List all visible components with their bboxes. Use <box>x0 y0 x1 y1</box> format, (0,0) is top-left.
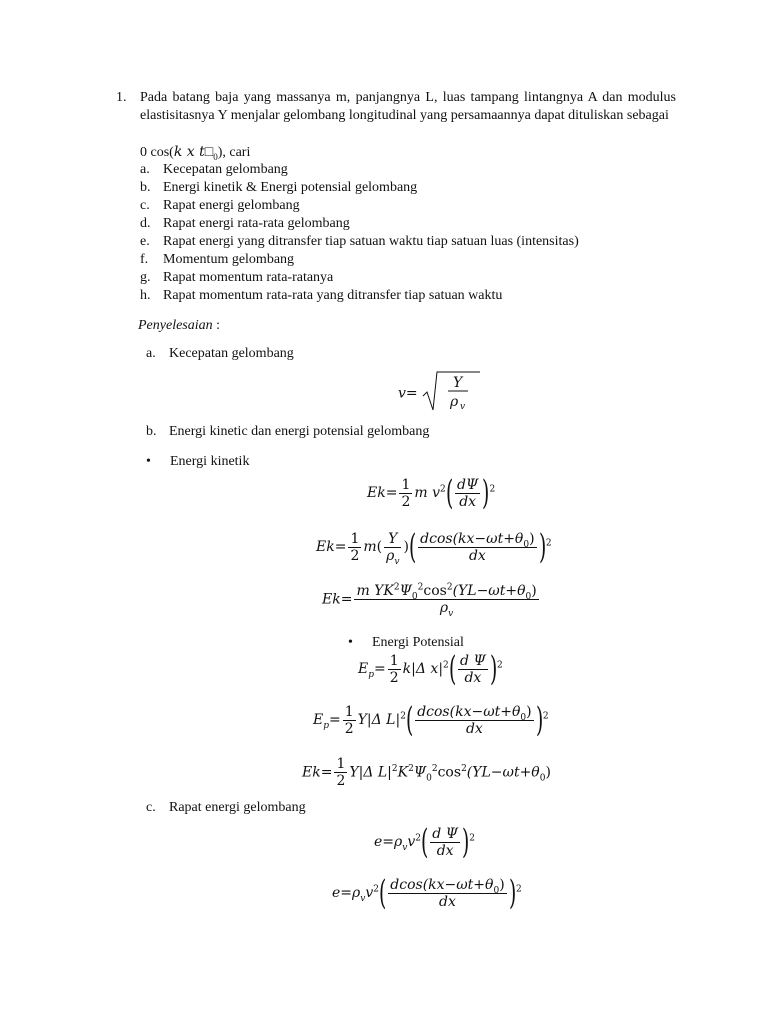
list-item: e. Rapat energi yang ditransfer tiap satuan waktu tiap satuan luas (intensitas) <box>140 234 579 249</box>
list-item: f. Momentum gelombang <box>140 252 295 267</box>
svg-text:ρ: ρ <box>450 394 459 410</box>
list-item: b. Energi kinetik & Energi potensial gelombang <box>140 180 418 195</box>
wave-eq-tail: ), cari <box>217 145 251 160</box>
sqrt-symbol <box>422 370 482 417</box>
potential-formula-3: Ek= $\frac{1}{2}$ Y|Δ $L|^2K^2\Psi_0^2\cos^2(YL-\omega t+\theta_0)$ <box>302 756 551 789</box>
list-item: d. Rapat energi rata-rata gelombang <box>140 216 350 231</box>
solution-heading: Penyelesaian : <box>138 318 221 333</box>
sqrt-radical-icon <box>422 370 482 412</box>
fraction-half: $\frac{1}{2}$ <box>401 476 411 510</box>
fraction-dpsi-dx: $\frac{\text{d Ψ}}{dx}$ <box>460 652 486 686</box>
fraction-half: $\frac{1}{2}$ <box>389 652 399 686</box>
question-items <box>140 161 579 305</box>
wave-eq-lead: 0 cos( <box>140 145 174 160</box>
wave-eq-args: k x t <box>173 144 205 160</box>
wave-eq-sub: 0 <box>213 151 218 162</box>
fraction-half: $\frac{1}{2}$ <box>336 756 346 789</box>
fraction-kinetic-expanded: $\frac{m YK^2\Psi_0^2\cos^2(YL-\omega t+\theta_0)}{\rho_v}$ <box>356 582 537 619</box>
fraction-dpsi-dx: $\frac{\text{d Ψ}}{dx}$ <box>432 825 458 859</box>
list-item: a. Kecepatan gelombang <box>140 162 288 177</box>
section-b-heading: b. Energi kinetic dan energi potensial gelombang <box>146 424 430 439</box>
velocity-formula: v= Y ρ v <box>398 370 482 417</box>
list-item: g. Rapat momentum rata-ratanya <box>140 270 334 285</box>
fraction-y-rho: $\frac{Y}{\rho_v}$ <box>386 530 400 567</box>
energy-density-formula-1: $e=\rho_vv^2$( $\frac{\text{d Ψ}}{dx}$ )$^2$ <box>374 822 475 862</box>
section-c-heading: c. Rapat energi gelombang <box>146 800 306 815</box>
energy-density-formula-2: $e=\rho_vv^2$( $\frac{dcos(kx-\omega t+\theta_0)}{dx}$ )$^2$ <box>332 873 522 913</box>
fraction-dcos-dx: $\frac{dcos(kx-\omega t+\theta_0)}{dx}$ <box>390 876 505 910</box>
svg-text:Y: Y <box>453 375 463 391</box>
wave-eq-box: □ <box>204 145 214 160</box>
bullet-icon: • <box>146 454 151 469</box>
fraction-dcos-dx: $\frac{dcos(kx-\omega t+\theta_0)}{dx}$ <box>420 530 535 564</box>
bullet-icon: • <box>348 635 353 650</box>
list-item: c. Rapat energi gelombang <box>140 198 300 213</box>
fraction-half: $\frac{1}{2}$ <box>350 530 360 564</box>
potential-formula-2: $E_p=$ $\frac{1}{2}$ Y|Δ $L|^2$( $\frac{dcos(kx-\omega t+\theta_0)}{dx}$ )$^2$ <box>313 700 549 740</box>
question-text: Pada batang baja yang massanya m, panjangnya L, luas tampang lintangnya A dan modulus elastisitasnya Y menjalar gelombang longitudinal yang persamaannya dapat dituliskan sebagai <box>140 90 676 123</box>
list-item: h. Rapat momentum rata-rata yang ditransfer tiap satuan waktu <box>140 288 503 303</box>
svg-text:v: v <box>460 402 466 412</box>
wave-equation <box>140 143 250 162</box>
potential-energy-heading: • Energi Potensial <box>348 635 464 650</box>
kinetic-formula-1: Ek= $\frac{1}{2}$ m $v^2$( $\frac{d\Psi}{dx}$ )$^2$ <box>367 473 496 513</box>
fraction-half: $\frac{1}{2}$ <box>344 703 354 737</box>
potential-formula-1: $E_p=$ $\frac{1}{2}$ k|Δ $x|^2$( $\frac{\text{d Ψ}}{dx}$ )$^2$ <box>358 649 503 689</box>
kinetic-energy-heading: • Energi kinetik <box>146 454 250 469</box>
kinetic-formula-3: Ek= $\frac{m YK^2\Psi_0^2\cos^2(YL-\omega t+\theta_0)}{\rho_v}$ <box>322 582 537 619</box>
fraction-dcos-dx: $\frac{dcos(kx-\omega t+\theta_0)}{dx}$ <box>417 703 532 737</box>
kinetic-formula-2: Ek= $\frac{1}{2}$ m( $\frac{Y}{\rho_v}$ )( $\frac{dcos(kx-\omega t+\theta_0)}{dx}$ )$^2$ <box>316 527 552 567</box>
fraction-dpsi-dx: $\frac{d\Psi}{dx}$ <box>457 476 479 510</box>
section-a-heading: a. Kecepatan gelombang <box>146 346 294 361</box>
question-number: 1. <box>116 90 127 105</box>
